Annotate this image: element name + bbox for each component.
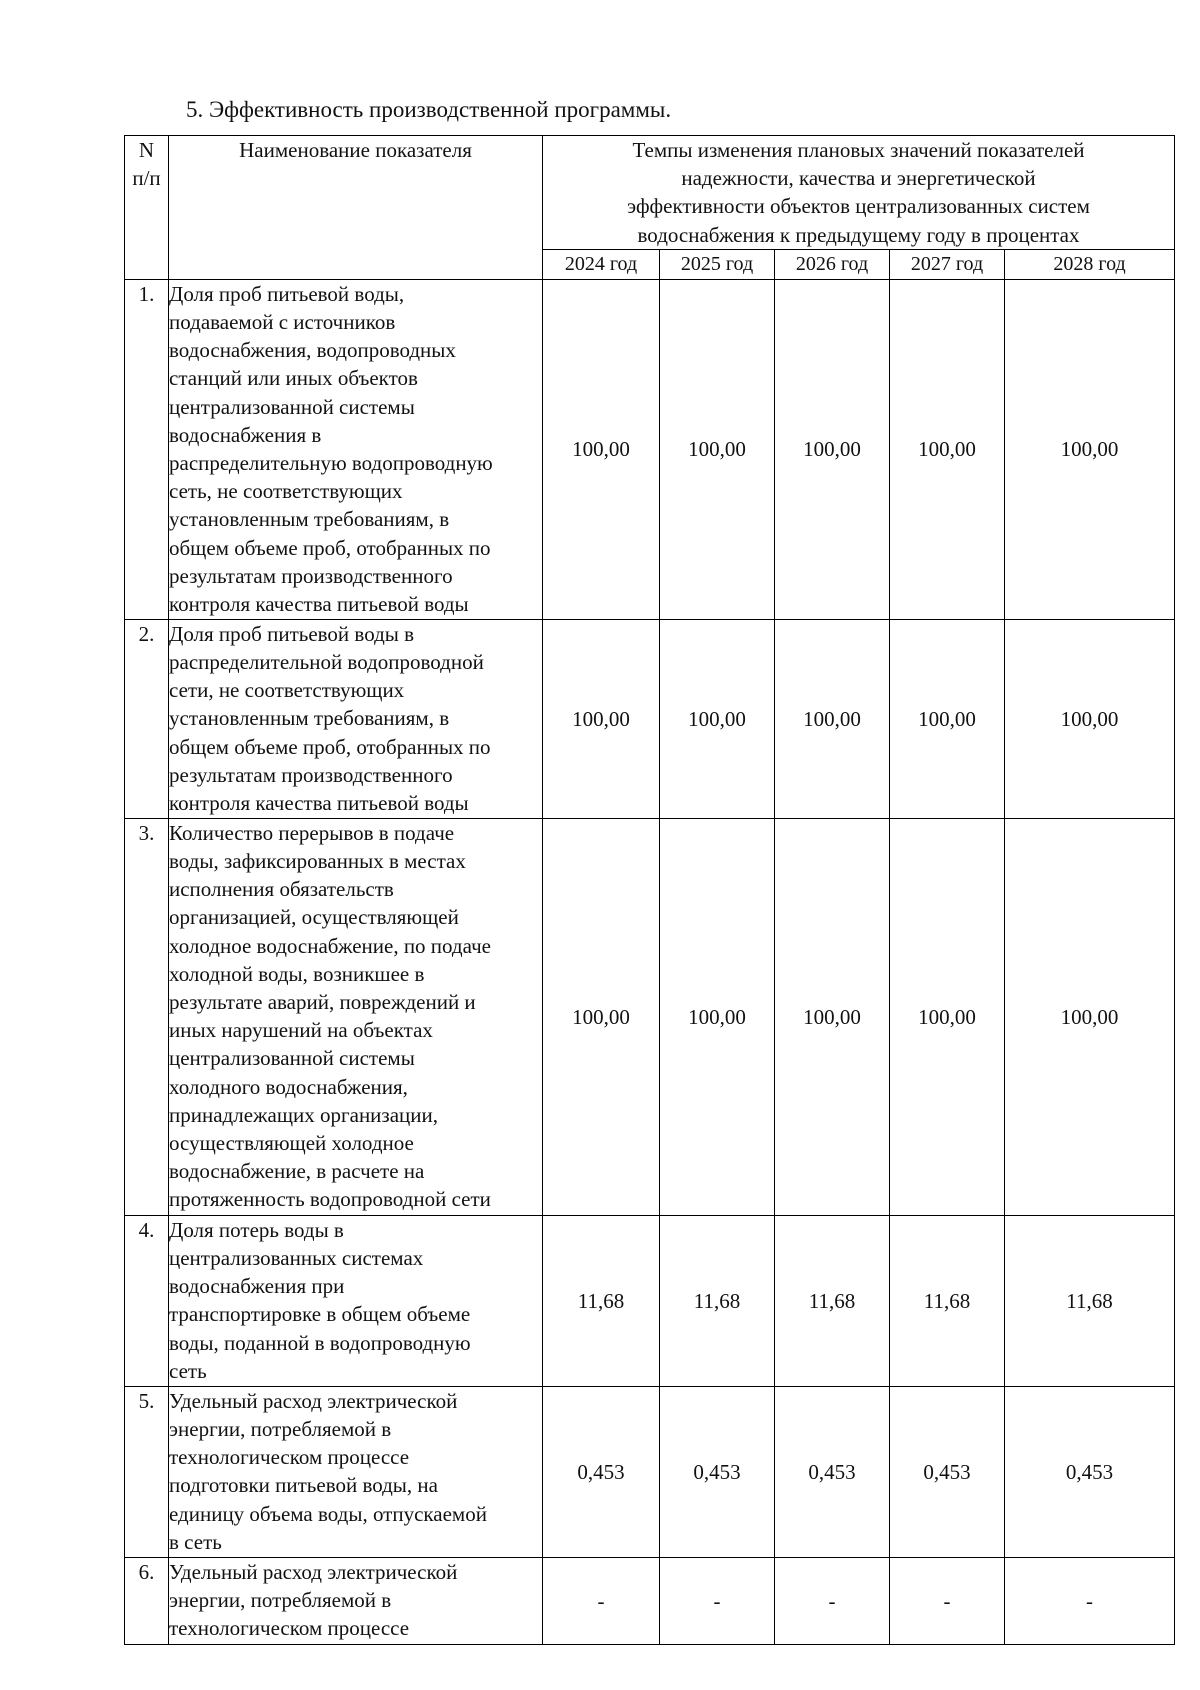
indicator-name <box>169 1386 543 1557</box>
row-number: 4. <box>125 1215 169 1386</box>
indicator-name <box>169 818 543 1215</box>
row-number: 5. <box>125 1386 169 1557</box>
text-line: Доля потерь воды в <box>169 1217 344 1242</box>
year-header-cell: 2028 год <box>1005 249 1175 279</box>
indicator-value: 100,00 <box>543 279 660 619</box>
table-row <box>125 619 1175 818</box>
text-line: Количество перерывов в подаче <box>169 820 455 845</box>
text-line: Доля проб питьевой воды в <box>169 621 415 646</box>
table-row <box>125 818 1175 1215</box>
year-header-cell: 2026 год <box>775 249 890 279</box>
year-header-cell: 2027 год <box>890 249 1005 279</box>
text-line: энергии, потребляемой в <box>169 1417 392 1442</box>
text-line: осуществляющей холодное <box>169 1131 414 1156</box>
indicator-value: 100,00 <box>775 619 890 818</box>
text-line: установленным требованиям, в <box>169 706 450 731</box>
text-line: централизованной системы <box>169 1046 415 1071</box>
text-line: энергии, потребляемой в <box>169 1588 392 1613</box>
text-line: подаваемой с источников <box>169 310 396 335</box>
text-line: N <box>138 138 155 162</box>
table-row <box>125 1215 1175 1386</box>
indicator-value: - <box>543 1557 660 1644</box>
text-line: в сеть <box>169 1529 222 1554</box>
text-line: п/п <box>132 166 161 191</box>
text-line: результатам производственного <box>169 762 453 787</box>
text-line: общем объеме проб, отобранных по <box>169 734 491 759</box>
text-line: холодного водоснабжения, <box>169 1074 408 1099</box>
text-line: организацией, осуществляющей <box>169 905 459 930</box>
indicator-value: 100,00 <box>890 279 1005 619</box>
table-row <box>125 279 1175 619</box>
indicator-value: 100,00 <box>890 619 1005 818</box>
indicator-value: 100,00 <box>660 619 775 818</box>
efficiency-table <box>124 135 1175 1645</box>
rates-column-header <box>543 136 1175 250</box>
text-line: единицу объема воды, отпускаемой <box>169 1501 487 1526</box>
indicator-value: 100,00 <box>543 818 660 1215</box>
header-row <box>125 136 1175 250</box>
text-line: водоснабжения, водопроводных <box>169 338 456 363</box>
text-line: протяженность водопроводной сети <box>169 1187 491 1212</box>
row-number: 2. <box>125 619 169 818</box>
indicator-name <box>169 1557 543 1644</box>
indicator-value: - <box>660 1557 775 1644</box>
indicator-value: 0,453 <box>775 1386 890 1557</box>
text-line: воды, поданной в водопроводную <box>169 1330 471 1355</box>
text-line: надежности, качества и энергетической <box>681 166 1036 191</box>
row-number: 6. <box>125 1557 169 1644</box>
text-line: Удельный расход электрической <box>169 1559 458 1584</box>
year-header-cell: 2025 год <box>660 249 775 279</box>
indicator-value: 11,68 <box>890 1215 1005 1386</box>
year-header-cell: 2024 год <box>543 249 660 279</box>
text-line: Доля проб питьевой воды, <box>169 281 405 306</box>
indicator-value: 0,453 <box>1005 1386 1175 1557</box>
text-line: холодной воды, возникшее в <box>169 961 425 986</box>
text-line: сеть <box>169 1358 207 1383</box>
indicator-value: 100,00 <box>1005 619 1175 818</box>
indicator-value: 11,68 <box>1005 1215 1175 1386</box>
indicator-value: - <box>890 1557 1005 1644</box>
indicator-value: 100,00 <box>660 818 775 1215</box>
section-title: 5. Эффективность производственной программы. <box>186 97 672 122</box>
text-line: распределительной водопроводной <box>169 650 484 675</box>
text-line: холодное водоснабжение, по подаче <box>169 933 491 958</box>
row-number: 1. <box>125 279 169 619</box>
text-line: иных нарушений на объектах <box>169 1018 433 1043</box>
text-line: водоснабжения при <box>169 1274 345 1299</box>
text-line: исполнения обязательств <box>169 877 394 902</box>
text-line: водоснабжения в <box>169 422 322 447</box>
indicator-value: 100,00 <box>543 619 660 818</box>
text-line: принадлежащих организации, <box>169 1102 439 1127</box>
indicator-name <box>169 1215 543 1386</box>
text-line: станций или иных объектов <box>169 366 418 391</box>
indicator-value: - <box>1005 1557 1175 1644</box>
indicator-value: 11,68 <box>543 1215 660 1386</box>
indicator-value: 0,453 <box>543 1386 660 1557</box>
text-line: водоснабжения к предыдущему году в процентах <box>637 222 1080 247</box>
text-line: подготовки питьевой воды, на <box>169 1473 438 1498</box>
indicator-name <box>169 619 543 818</box>
indicator-value: 11,68 <box>775 1215 890 1386</box>
number-column-header <box>125 136 169 280</box>
table-body <box>125 279 1175 1644</box>
table-row <box>125 1557 1175 1644</box>
text-line: результате аварий, повреждений и <box>169 990 476 1015</box>
row-number: 3. <box>125 818 169 1215</box>
text-line: результатам производственного <box>169 563 453 588</box>
indicator-value: 100,00 <box>775 818 890 1215</box>
text-line: сеть, не соответствующих <box>169 479 403 504</box>
indicator-value: 100,00 <box>1005 279 1175 619</box>
text-line: транспортировке в общем объеме <box>169 1302 471 1327</box>
indicator-value: 100,00 <box>890 818 1005 1215</box>
text-line: централизованной системы <box>169 394 415 419</box>
text-line: технологическом процессе <box>169 1616 410 1641</box>
indicator-value: - <box>775 1557 890 1644</box>
table-row <box>125 1386 1175 1557</box>
indicator-value: 100,00 <box>775 279 890 619</box>
text-line: Темпы изменения плановых значений показателей <box>632 138 1085 162</box>
text-line: контроля качества питьевой воды <box>169 592 469 617</box>
text-line: эффективности объектов централизованных систем <box>627 194 1090 219</box>
indicator-value: 100,00 <box>1005 818 1175 1215</box>
text-line: контроля качества питьевой воды <box>169 791 469 816</box>
text-line: общем объеме проб, отобранных по <box>169 535 491 560</box>
text-line: сети, не соответствующих <box>169 678 405 703</box>
name-column-header: Наименование показателя <box>169 136 543 280</box>
indicator-value: 100,00 <box>660 279 775 619</box>
text-line: Удельный расход электрической <box>169 1388 458 1413</box>
text-line: централизованных системах <box>169 1246 424 1271</box>
text-line: воды, зафиксированных в местах <box>169 849 466 874</box>
indicator-value: 0,453 <box>660 1386 775 1557</box>
text-line: водоснабжение, в расчете на <box>169 1159 425 1184</box>
text-line: распределительную водопроводную <box>169 451 493 476</box>
indicator-name <box>169 279 543 619</box>
text-line: технологическом процессе <box>169 1445 410 1470</box>
text-line: установленным требованиям, в <box>169 507 450 532</box>
indicator-value: 0,453 <box>890 1386 1005 1557</box>
indicator-value: 11,68 <box>660 1215 775 1386</box>
